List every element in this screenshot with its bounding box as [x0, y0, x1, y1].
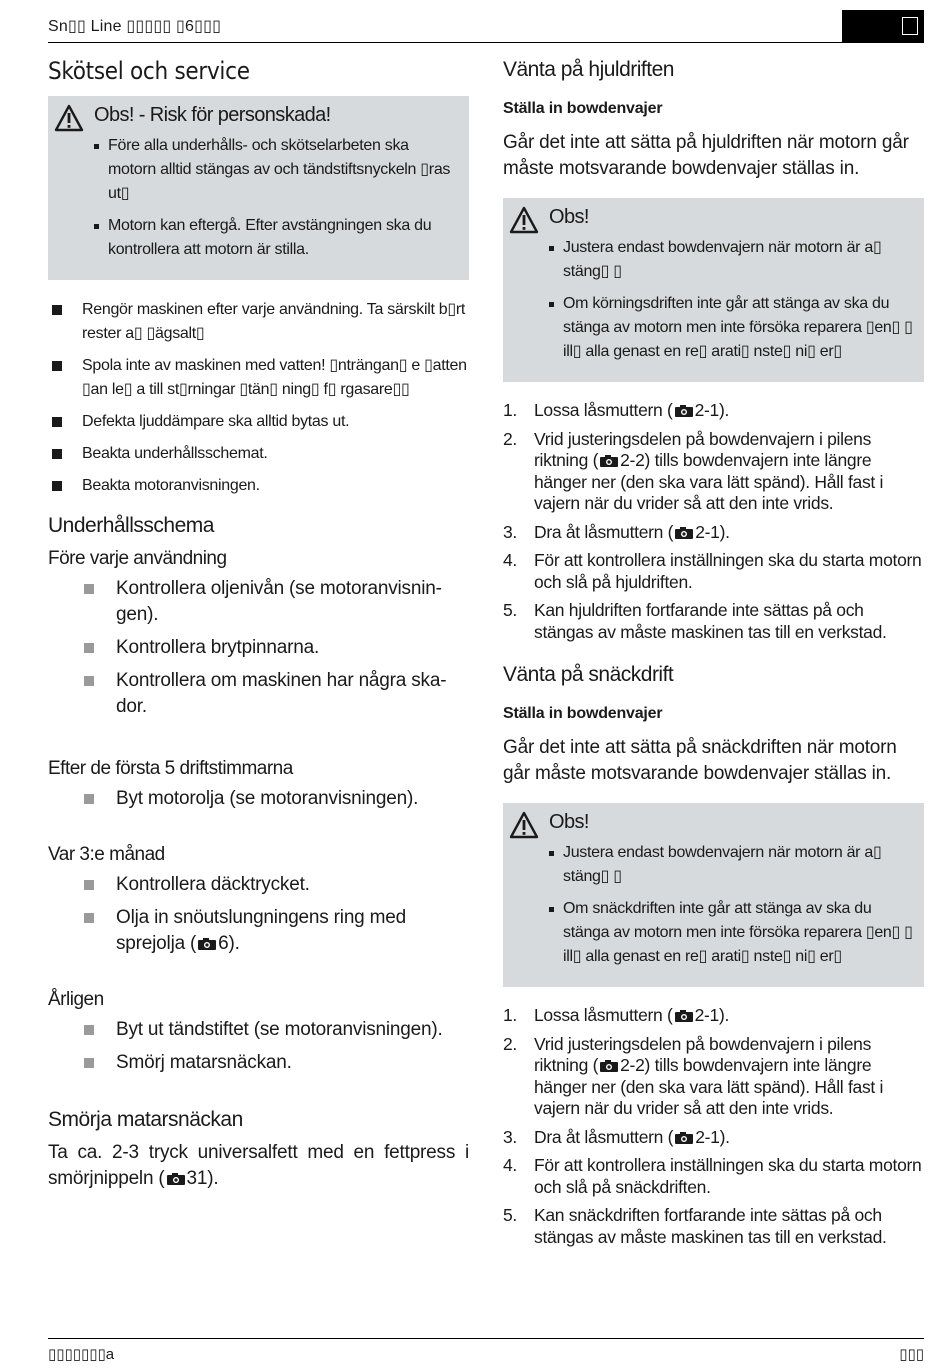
schedule-item: Kontrollera om maskinen har några ska-dor.: [82, 668, 469, 720]
step-number: 2.: [503, 1033, 517, 1054]
warning-list: [549, 236, 914, 364]
step-text: För att kontrollera inställningen ska du starta motorn och slå på hjuldriften.: [534, 550, 922, 592]
right-column: [503, 52, 924, 1266]
step-number: 5.: [503, 600, 517, 620]
step-item: [503, 1155, 924, 1198]
warning-title: Obs!: [549, 206, 589, 228]
warning-triangle-icon: [54, 104, 84, 132]
every-3-months-title: Var 3:e månad: [48, 844, 165, 865]
step-item: [503, 522, 924, 544]
schedule-item: Kontrollera däcktrycket.: [82, 872, 469, 898]
footer-doc-number: ▯▯▯▯▯▯▯a: [48, 1346, 115, 1363]
every-3-months-list: [82, 872, 469, 957]
warning-item: Motorn kan eftergå. Efter avstängningen ska du kontrollera att motorn är stilla.: [94, 214, 459, 262]
step-text: Dra åt låsmuttern (: [534, 521, 674, 542]
step-item: [503, 400, 924, 422]
auger-drive-title: Vänta på snäckdrift: [503, 663, 674, 686]
figure-ref: 6).: [218, 933, 240, 954]
wheel-intro: Går det inte att sätta på hjuldriften när motorn går måste motsvarande bowdenvajer ställas in.: [503, 132, 909, 179]
after-5-hours-list: [82, 786, 469, 812]
after-5-hours-title: Efter de första 5 driftstimmarna: [48, 758, 293, 779]
step-item: [503, 429, 924, 515]
figure-ref: 2-2): [620, 1055, 651, 1075]
warning-item: Före alla underhålls- och skötselarbeten ska motorn alltid stängas av och tändstiftsnyckeln ▯ras ut▯: [94, 134, 459, 206]
footer-page-number: ▯▯▯: [899, 1346, 924, 1363]
step-text: tills bowdenvajern inte längre hänger ner (den ska vara lätt spänd). Håll fast i vajern när du vrider så att den inte vrids.: [534, 1055, 884, 1118]
step-text: tills bowdenvajern inte längre hänger ner (den ska vara lätt spänd). Håll fast i vajern när du vrider så att den inte vrids.: [534, 450, 884, 513]
step-text: Vrid justeringsdelen på bowdenvajern i pilens riktning (: [534, 1033, 872, 1075]
step-text: För att kontrollera inställningen ska du starta motorn och slå på snäckdriften.: [534, 1155, 922, 1197]
step-item: [503, 600, 924, 643]
auger-subtitle: Ställa in bowdenvajer: [503, 705, 663, 722]
step-text: Kan snäckdriften fortfarande inte sättas på och stängas av måste maskinen tas till en verkstad.: [534, 1205, 887, 1247]
step-number: 2.: [503, 428, 517, 449]
step-item: [503, 550, 924, 593]
lubricate-auger-title: Smörja matarsnäckan: [48, 1108, 243, 1131]
yearly-title: Årligen: [48, 989, 104, 1010]
camera-icon: [198, 938, 216, 950]
step-item: [503, 1005, 924, 1027]
header-text: Sn▯▯ Line ▯▯▯▯▯ ▯6▯▯▯: [48, 18, 222, 35]
page-header: [48, 10, 924, 43]
figure-ref: 2-1).: [695, 1126, 730, 1147]
schedule-item: Byt ut tändstiftet (se motoranvisningen).: [82, 1017, 469, 1043]
schedule-item: Byt motorolja (se motoranvisningen).: [82, 786, 469, 812]
camera-icon: [675, 1010, 693, 1022]
schedule-item: Kontrollera oljenivån (se motoranvisnin-gen).: [82, 576, 469, 628]
warning-title: Obs!: [549, 811, 589, 833]
step-number: 5.: [503, 1205, 517, 1225]
yearly-list: [82, 1017, 469, 1076]
figure-ref: 2-1).: [694, 1005, 730, 1025]
warning-title: Obs! - Risk för personskada!: [94, 104, 331, 126]
wheel-drive-title: Vänta på hjuldriften: [503, 58, 674, 81]
schedule-item: [82, 905, 469, 957]
wheel-warning-box: [503, 198, 924, 382]
rule-item: Rengör maskinen efter varje användning. Ta särskilt b▯rt rester a▯ ▯ägsalt▯: [48, 298, 469, 346]
step-item: [503, 1034, 924, 1120]
step-number: 3.: [503, 1126, 517, 1147]
rule-item: Beakta underhållsschemat.: [48, 442, 469, 466]
auger-steps-list: [503, 1005, 924, 1248]
figure-ref: 2-2): [620, 450, 651, 470]
camera-icon: [600, 1060, 618, 1072]
step-text: Lossa låsmuttern (: [534, 400, 673, 420]
step-item: [503, 1127, 924, 1149]
schedule-item: Kontrollera brytpinnarna.: [82, 635, 469, 661]
auger-warning-box: [503, 803, 924, 987]
schedule-item: Smörj matarsnäckan.: [82, 1050, 469, 1076]
figure-ref: 2-1).: [695, 521, 730, 542]
step-number: 1.: [503, 400, 517, 420]
care-service-title: Skötsel och service: [48, 57, 250, 85]
left-column: [48, 52, 469, 1208]
before-use-title: Före varje användning: [48, 548, 227, 569]
camera-icon: [675, 1132, 693, 1144]
step-text: Dra åt låsmuttern (: [534, 1126, 674, 1147]
rule-item: Defekta ljuddämpare ska alltid bytas ut.: [48, 410, 469, 434]
auger-intro: Går det inte att sätta på snäckdriften när motorn går måste motsvarande bowdenvajer ställas in.: [503, 737, 897, 784]
lubricate-paragraph: [48, 1140, 469, 1192]
step-number: 3.: [503, 521, 517, 542]
rules-list: [48, 298, 469, 498]
camera-icon: [675, 405, 693, 417]
step-number: 4.: [503, 550, 517, 570]
injury-warning-box: [48, 96, 469, 280]
before-use-list: [82, 576, 469, 720]
figure-ref: 31).: [186, 1168, 219, 1189]
rule-item: Beakta motoranvisningen.: [48, 474, 469, 498]
oil-text: Olja in snöutslungningens ring med sprejolja (: [116, 907, 406, 954]
schedule-title: Underhållsschema: [48, 514, 214, 537]
step-number: 4.: [503, 1155, 517, 1175]
warning-triangle-icon: [509, 206, 539, 234]
step-number: 1.: [503, 1005, 517, 1025]
warning-item: Justera endast bowdenvajern när motorn är a▯ stäng▯ ▯: [549, 841, 914, 889]
warning-item: Justera endast bowdenvajern när motorn är a▯ stäng▯ ▯: [549, 236, 914, 284]
page-footer: [48, 1338, 924, 1363]
lube-text: Ta ca. 2-3 tryck universalfett med en fettpress i smörjnippeln (: [48, 1142, 469, 1189]
warning-item: Om körningsdriften inte går att stänga av ska du stänga av motorn men inte försöka reparera ▯en▯ ▯ ill▯ alla genast en re▯ arati▯ nste▯ ni▯ er▯: [549, 292, 914, 364]
step-item: [503, 1205, 924, 1248]
warning-triangle-icon: [509, 811, 539, 839]
figure-ref: 2-1).: [694, 400, 730, 420]
warning-list: [549, 841, 914, 969]
step-text: Vrid justeringsdelen på bowdenvajern i pilens riktning (: [534, 428, 872, 470]
warning-list: [94, 134, 459, 262]
wheel-steps-list: [503, 400, 924, 643]
warning-item: Om snäckdriften inte går att stänga av ska du stänga av motorn men inte försöka reparera ▯en▯ ▯ ill▯ alla genast en re▯ arati▯ nste▯ ni▯ er▯: [549, 897, 914, 969]
header-tab-block: [842, 10, 924, 42]
camera-icon: [600, 455, 618, 467]
rule-item: Spola inte av maskinen med vatten! ▯nträngan▯ e ▯atten ▯an le▯ a till st▯rningar ▯tän▯ ning▯ f▯ rgasare▯▯: [48, 354, 469, 402]
camera-icon: [167, 1173, 185, 1185]
wheel-subtitle: Ställa in bowdenvajer: [503, 100, 663, 117]
step-text: Lossa låsmuttern (: [534, 1005, 673, 1025]
step-text: Kan hjuldriften fortfarande inte sättas på och stängas av måste maskinen tas till en verkstad.: [534, 600, 887, 642]
header-square-icon: [902, 17, 918, 35]
camera-icon: [675, 527, 693, 539]
